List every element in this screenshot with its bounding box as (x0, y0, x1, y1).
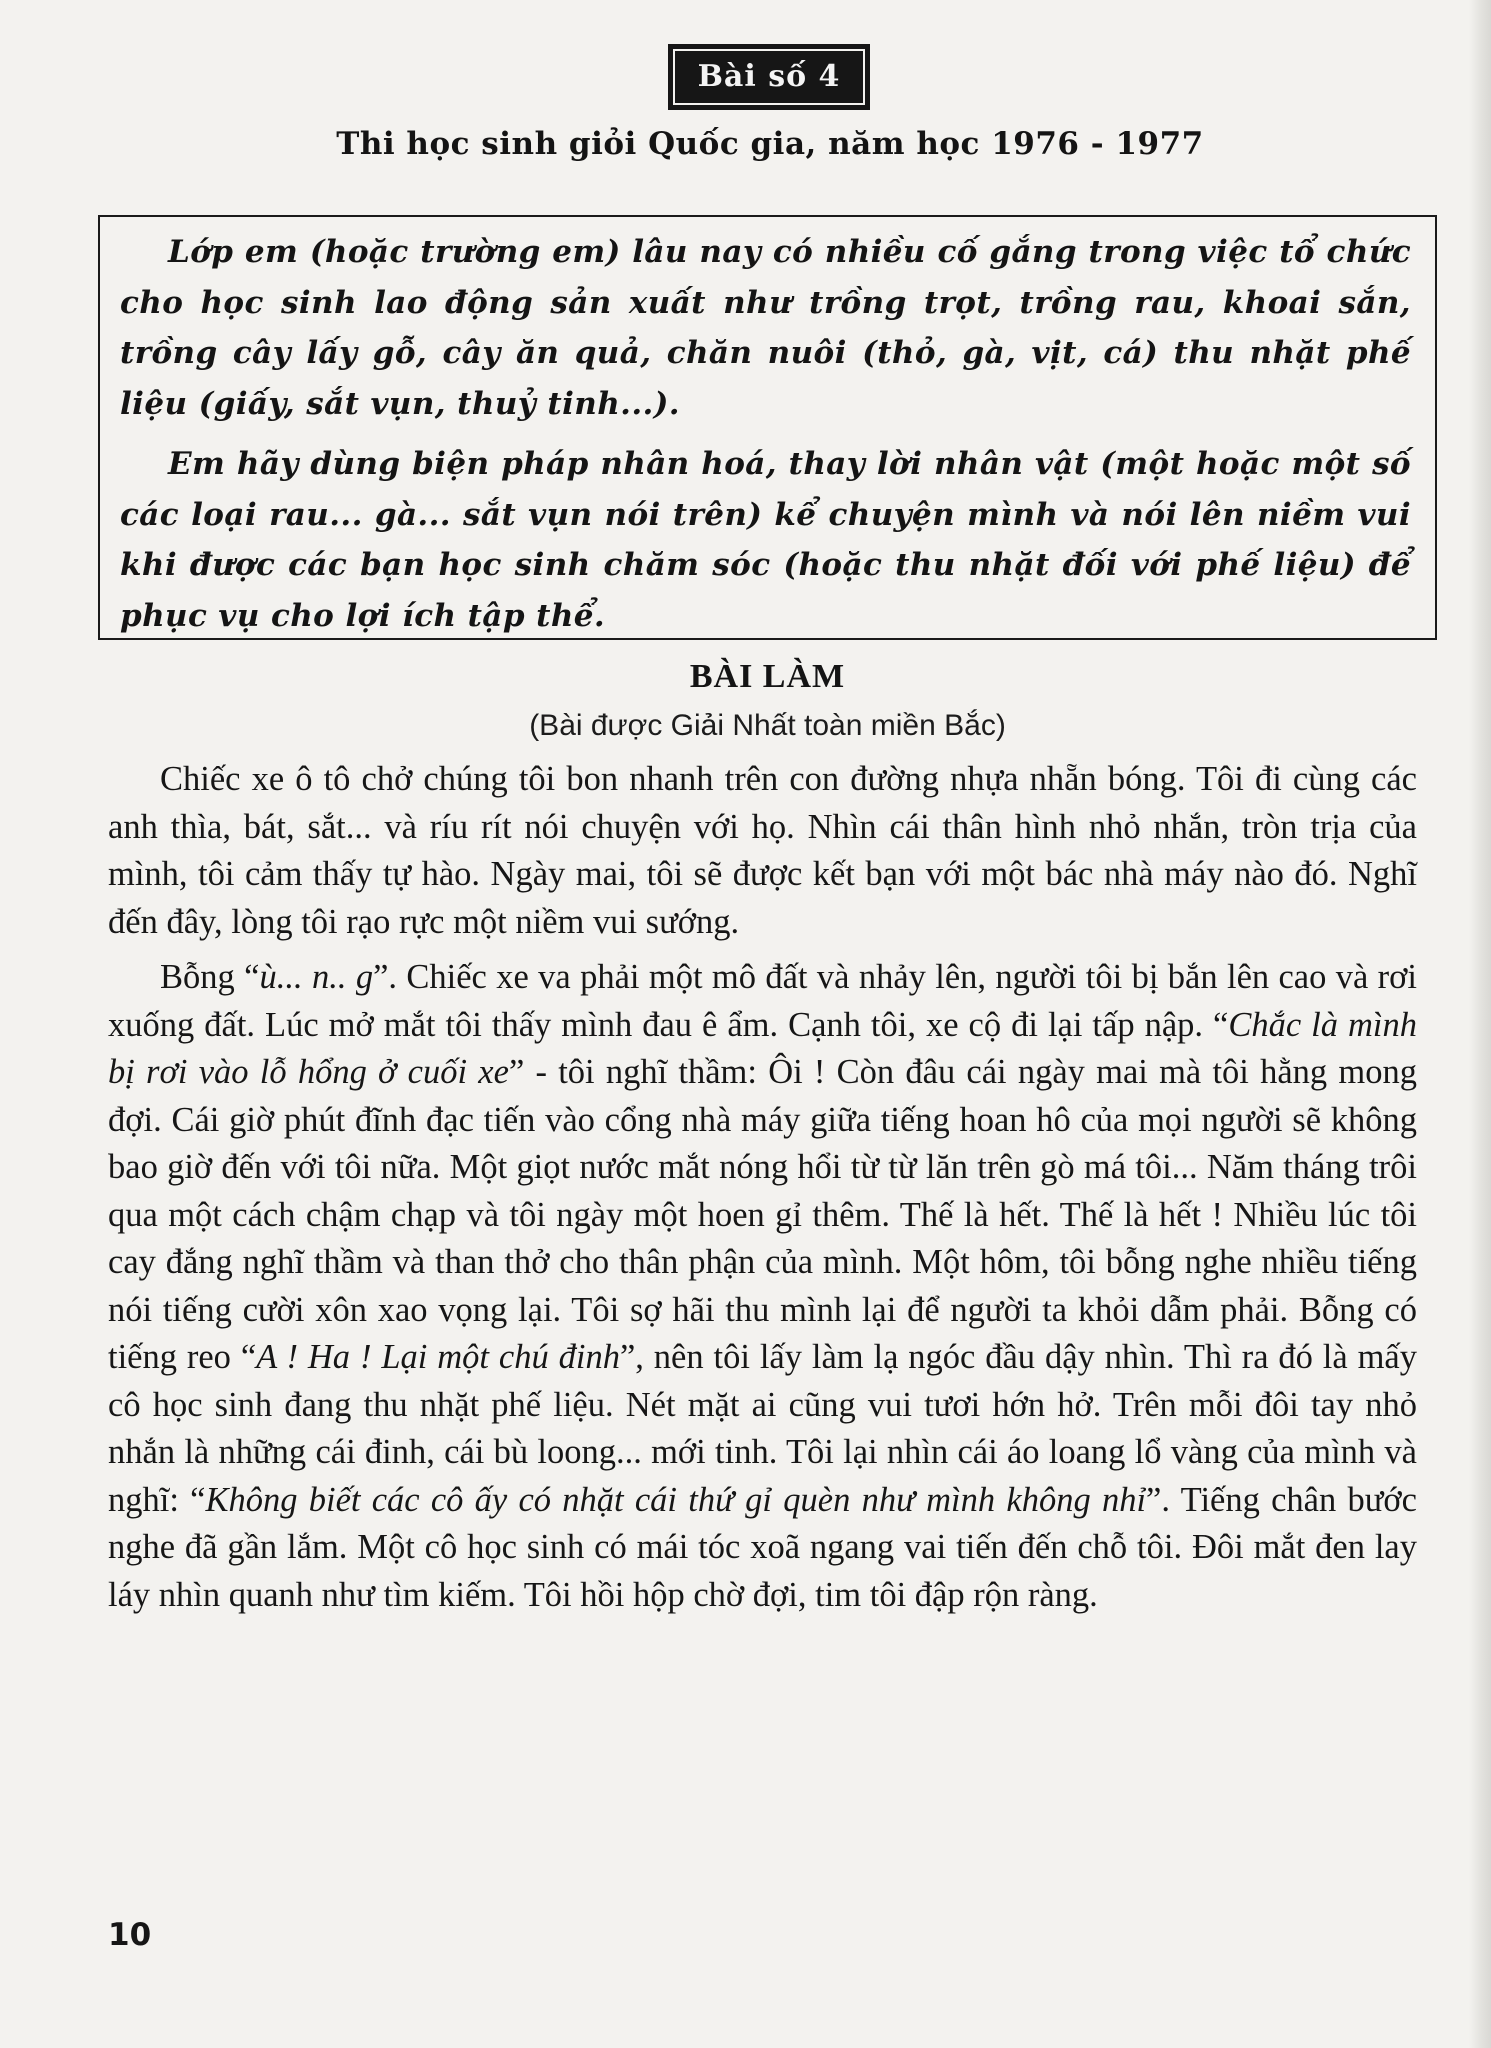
exercise-badge-wrapper (0, 44, 1491, 110)
exercise-number-badge: Bài số 4 (668, 44, 871, 110)
essay-text-segment: ”. Tiếng chân bước nghe đã gần lắm. Một cô học sinh có mái tóc xoã ngang vai tiến đến chỗ tôi. Đôi mắt đen lay láy nhìn quanh như tìm kiếm. Tôi hồi hộp chờ đợi, tim tôi đập rộn ràng. (108, 1480, 1417, 1614)
exam-subtitle: Thi học sinh giỏi Quốc gia, năm học 1976 - 1977 (336, 126, 1204, 162)
essay-text-segment: ” - tôi nghĩ thầm: Ôi ! Còn đâu cái ngày mai mà tôi hằng mong đợi. Cái giờ phút đĩnh đạc tiến vào cổng nhà máy giữa tiếng hoan hô của mọi người sẽ không bao giờ đến với tôi nữa. Một giọt nước mắt nóng hổi từ từ lăn trên gò má tôi... Năm tháng trôi qua một cách chậm chạp và tôi ngày một hoen gỉ thêm. Thế là hết. Thế là hết ! Nhiều lúc tôi cay đắng nghĩ thầm và than thở cho thân phận của mình. Một hôm, tôi bỗng nghe nhiều tiếng nói tiếng cười xôn xao vọng lại. Tôi sợ hãi thu mình lại để người ta khỏi dẫm phải. Bỗng có tiếng reo “ (108, 1053, 1417, 1376)
page-number: 10 (108, 1917, 152, 1953)
essay-italic-sound: ù... n.. g (259, 958, 374, 996)
essay-text-segment: ”. Chiếc xe va phải một mô đất và nhảy lên, người tôi bị bắn lên cao và rơi xuống đất. Lúc mở mắt tôi thấy mình đau ê ẩm. Cạnh tôi, xe cộ đi lại tấp nập. “ (108, 958, 1417, 1044)
essay-text-segment: Bỗng “ (160, 958, 260, 996)
prompt-paragraph-1: Lớp em (hoặc trường em) lâu nay có nhiều cố gắng trong việc tổ chức cho học sinh lao động sản xuất như trồng trọt, trồng rau, khoai sắn, trồng cây lấy gỗ, cây ăn quả, chăn nuôi (thỏ, gà, vịt, cá) thu nhặt phế liệu (giấy, sắt vụn, thuỷ tinh...). (120, 234, 1411, 422)
prompt-paragraph-2: Em hãy dùng biện pháp nhân hoá, thay lời nhân vật (một hoặc một số các loại rau... gà... sắt vụn nói trên) kể chuyện mình và nói lên niềm vui khi được các bạn học sinh chăm sóc (hoặc thu nhặt đối với phế liệu) để phục vụ cho lợi ích tập thể. (120, 446, 1411, 634)
essay-italic-thought-2: Không biết các cô ấy có nhặt cái thứ gỉ quèn như mình không nhỉ (205, 1480, 1147, 1519)
essay-italic-thought-1: Chắc là mình bị rơi vào lỗ hổng ở cuối xe (108, 1005, 1417, 1091)
essay-paragraph-1: Chiếc xe ô tô chở chúng tôi bon nhanh trên con đường nhựa nhẵn bóng. Tôi đi cùng các anh thìa, bát, sắt... và ríu rít nói chuyện với họ. Nhìn cái thân hình nhỏ nhắn, tròn trịa của mình, tôi cảm thấy tự hào. Ngày mai, tôi sẽ được kết bạn với một bác nhà máy nào đó. Nghĩ đến đây, lòng tôi rạo rực một niềm vui sướng. (108, 760, 1417, 941)
essay-italic-exclamation: A ! Ha ! Lại một chú đinh (256, 1338, 620, 1376)
essay-heading: BÀI LÀM (689, 658, 846, 695)
page-edge-shadow (1469, 0, 1491, 2048)
essay-text-segment: ”, nên tôi lấy làm lạ ngóc đầu dậy nhìn. Thì ra đó là mấy cô học sinh đang thu nhặt phế liệu. Nét mặt ai cũng vui tươi hớn hở. Trên mỗi đôi tay nhỏ nhắn là những cái đinh, cái bù loong... mới tinh. Tôi lại nhìn cái áo loang lổ vàng của mình và nghĩ: “ (108, 1338, 1417, 1519)
essay-paragraph-2 (108, 954, 1417, 1619)
essay-body (108, 756, 1417, 1627)
award-note: (Bài được Giải Nhất toàn miền Bắc) (529, 709, 1006, 742)
assignment-prompt-box (98, 215, 1437, 640)
